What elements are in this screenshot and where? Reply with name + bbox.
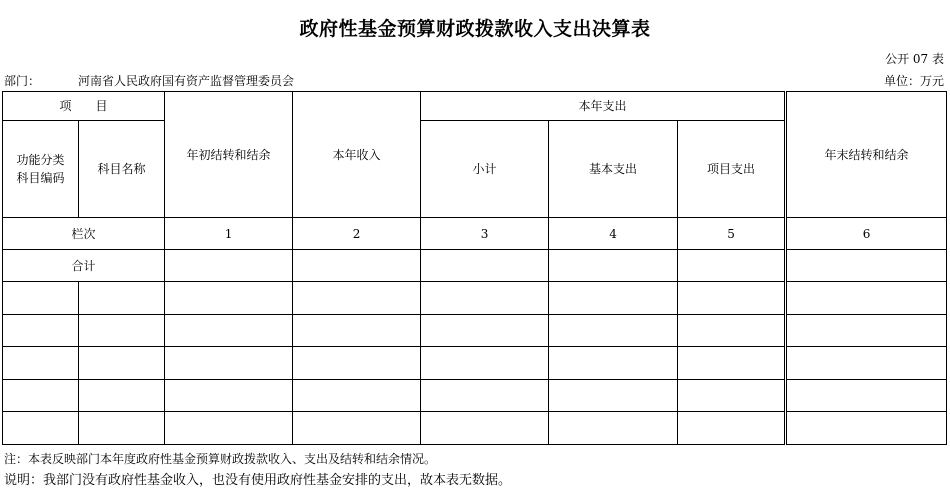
header-item: 项 目 bbox=[3, 92, 165, 121]
table-row bbox=[3, 282, 947, 315]
column-number-3: 3 bbox=[421, 218, 549, 250]
table-row bbox=[3, 347, 947, 380]
total-cell bbox=[165, 250, 293, 282]
header-subject-name: 科目名称 bbox=[79, 121, 165, 218]
header-basic-expense: 基本支出 bbox=[549, 121, 678, 218]
table-row bbox=[3, 380, 947, 412]
header-current-expense: 本年支出 bbox=[421, 92, 786, 121]
column-number-6: 6 bbox=[786, 218, 947, 250]
header-project-expense: 项目支出 bbox=[678, 121, 786, 218]
total-label: 合计 bbox=[3, 250, 165, 282]
header-func-code: 功能分类 科目编码 bbox=[3, 121, 79, 218]
budget-table bbox=[2, 91, 947, 445]
table-explanation: 说明：我部门没有政府性基金收入，也没有使用政府性基金安排的支出，故本表无数据。 bbox=[4, 473, 512, 488]
table-row bbox=[3, 315, 947, 347]
total-cell bbox=[421, 250, 549, 282]
total-cell bbox=[786, 250, 947, 282]
column-number-1: 1 bbox=[165, 218, 293, 250]
header-opening-balance: 年初结转和结余 bbox=[165, 92, 293, 218]
header-subtotal: 小计 bbox=[421, 121, 549, 218]
report-title: 政府性基金预算财政拨款收入支出决算表 bbox=[299, 18, 651, 40]
table-note: 注：本表反映部门本年度政府性基金预算财政拨款收入、支出及结转和结余情况。 bbox=[4, 452, 437, 466]
column-number-4: 4 bbox=[549, 218, 678, 250]
column-number-2: 2 bbox=[293, 218, 421, 250]
header-closing-balance: 年末结转和结余 bbox=[786, 92, 947, 218]
department-name: 河南省人民政府国有资产监督管理委员会 bbox=[78, 74, 295, 88]
column-index-label: 栏次 bbox=[3, 218, 165, 250]
table-row bbox=[3, 412, 947, 445]
department-label: 部门： bbox=[4, 74, 41, 88]
unit-label: 单位：万元 bbox=[883, 74, 944, 88]
form-number: 公开 07 表 bbox=[885, 52, 944, 66]
header-current-income: 本年收入 bbox=[293, 92, 421, 218]
total-cell bbox=[293, 250, 421, 282]
total-cell bbox=[678, 250, 786, 282]
column-number-5: 5 bbox=[678, 218, 786, 250]
total-cell bbox=[549, 250, 678, 282]
